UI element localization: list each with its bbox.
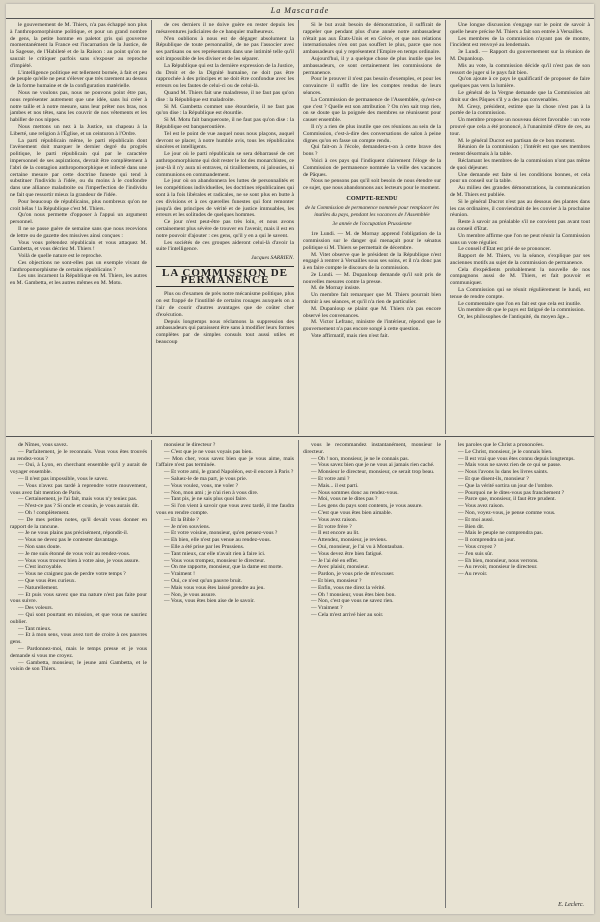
paragraph: — Naturellement. <box>18 584 59 591</box>
paragraph: N'en oublions à nous est de dégager absolument la République de toute personnalité, de ne pas l'associer avec ses partisans ou ses représentants dans une intimité telle qu'il soit impossible de les diviser et de les séparer. <box>156 35 294 62</box>
paragraph: Rapport de M. Thiers, vu la séance, s'explique par ses anciennes motifs au sujet de la commission de permanence. <box>450 253 590 266</box>
paragraph: La Commission de permanence de l'Assemblée, qu'est-ce que c'est ? Quelle est son attribution ? On n'en sait trop rien, on se doute que la poignée des membres se réunissent pour causer ensemble. <box>303 96 441 124</box>
paragraph: — Avec plaisir, monsieur. <box>311 564 369 571</box>
paragraph: Qui fait-on à l'école, demandera-t-on à cette brave des bons ? <box>303 144 441 158</box>
paragraph: le gouvernement de M. Thiers, n'a pas échappé non plus à l'anthropomorphisme politique, et pour un grand nombre de gens, la petite homme en paletot gris qui gouverne momentanément la France est l'incarnation de la Justice, de la Sagesse, de l'Habileté et de la Raison : au point qu'on ne saurait le critiquer parfois sans s'exposer au reproche d'impiété. <box>10 22 147 69</box>
paragraph: — Le Christ, monsieur, je le connais bien. <box>458 448 553 455</box>
paragraph: Un membre dit que le pays est fatigué de la commission. <box>458 307 585 314</box>
paragraph: — Il est vrai que vous êtes connu depuis longtemps. <box>458 455 575 462</box>
paragraph: — Et moi aussi. <box>458 516 495 523</box>
paragraph: — Pardonnez-moi, mais le temps presse et je vous demande si vous me croyez. <box>10 645 147 659</box>
paragraph: — On me rapporte, monsieur, que la dame est morte. <box>164 564 283 571</box>
paragraph: — Tant mieux, car elle n'avait rien à faire ici. <box>164 550 266 557</box>
newspaper-page <box>6 4 594 914</box>
paragraph: Aujourd'hui, il y a quelque chose de plus inutile que les ambassadeurs, ce sont certainement les commissions de permanence. <box>303 55 441 76</box>
paragraph: Il ne se passe guère de semaine sans que nous recevions de lettre ou de gazette des missives ainsi conçues : <box>10 225 147 239</box>
paragraph: Nous mettons un nez à la Justice, un chapeau à la Liberté, une religion à l'Église, et un ceinturon à l'Ordre. <box>10 123 147 137</box>
paragraph: Cela d'expédients probablement la nouvelle de nos compagnons aussi de M. Thiers, et fait pouvoir et communiquer. <box>450 266 590 287</box>
paragraph: Pour beaucoup de républicains, plus nombreux qu'on ne croit hélas ! la République c'est M. Thiers. <box>10 198 147 212</box>
paragraph: Nous ne voulons pas, nous ne pouvons point être pas, nous représenter autrement que une idée, sans lui créer à notre taille et à notre mesure, sans leur prêter nos bras, nos jambes et nos têtes, sans les couvrir de nos vêtements et les habiller de nos nippes. <box>10 89 147 124</box>
column-separator <box>445 440 446 908</box>
section-subheading-year: 3e année de l'occupation Prussienne <box>332 221 412 228</box>
paragraph: — Mais le peuple ne comprendra pas. <box>458 530 543 537</box>
paragraph: — Vous savez bien que je ne vous ai jamais rien caché. <box>311 462 435 469</box>
paragraph: — Vous croyez ? <box>458 543 497 550</box>
paragraph: — Non, je vous assure. <box>164 591 217 598</box>
paragraph: — Et que disent-ils, monsieur ? <box>458 475 529 482</box>
paragraph: M. Vitet observe que le président de la République n'est engagé à rentrer à Versailles sous ses soins, et il n'a donc pas à en faire compte le discours de la commission. <box>303 251 441 272</box>
paragraph: — Il est encore au lit. <box>311 530 360 537</box>
paragraph: — Non, c'est que vous ne savez rien. <box>311 598 394 605</box>
paragraph: — Si l'on vient à savoir que vous avez tardé, il me faudra vous en rendre compte. <box>156 503 294 516</box>
paragraph: Les uns incarnent la République en M. Thiers, les autres en M. Gambetta, et les autres mêmes en M. Motu. <box>10 273 147 287</box>
paragraph: de Nîmes, vous savez. <box>18 442 68 448</box>
paragraph: — Et la Bible ? <box>164 516 199 523</box>
paragraph: — Enfin, vous me direz la vérité. <box>311 584 386 591</box>
paragraph: — Mon cher, vous savez bien que je vous aime, mais l'affaire n'est pas terminée. <box>156 455 294 469</box>
paragraph: Si M. Gambetta commet une étourderie, il ne faut pas qu'on dise : la République est étourdie. <box>156 103 294 117</box>
paragraph: — Vraiment ! <box>164 571 195 578</box>
paragraph: — Je me suis étonné de vous voir au rendez-vous. <box>18 550 131 557</box>
upper-column-2 <box>156 22 294 434</box>
paragraph: — J'en suis sûr. <box>458 550 493 557</box>
paragraph: Depuis longtemps nous réclamons la suppression des ambassadeurs qui paraissent être sans à modifier leurs formes complètes par de simples consuls tout aussi utiles et beaucoup <box>156 318 294 346</box>
paragraph: La parti républicain même, le parti républicain dont l'avènement doit marquer le dernier degré du progrès politique, le parti républicain qui par le caractère impersonnel de ses aspirations, devrait être complètement à l'abri de la contagion anthropomorphique et infecté dans une certaine mesure par cette doctrine funeste qui tend à substituer l'individu à l'idée, ou du moins à le confondre dans une alliance maladroite ou l'imperfection de l'individu ne fait que ressortir mieux la grandeur de l'idée. <box>10 137 147 198</box>
paragraph: — Vous avez raison. <box>311 516 358 523</box>
paragraph: 1re Lundi. — M. de Mornay apprend l'obligation de la commission sur le danger qui menaçait pour le sénatus politique si M. Thiers se permettait de décembre. <box>303 231 441 251</box>
lower-column-1 <box>10 442 147 908</box>
paragraph: 2e Lundi. — M. Dupanloup demande qu'il soit pris de nouvelles mesures contre la presse. <box>303 271 441 285</box>
paragraph: Le général de la Vergne demande que la Commission ait droit sur des Pâques s'il y a des pas convenables. <box>450 89 590 103</box>
paragraph: vous le recommandez instantanément, monsieur le directeur. <box>303 442 441 455</box>
paragraph: — Que vous êtes curieux. <box>18 577 76 584</box>
paragraph: La Commission qui se réunit régulièrement le lundi, est tenue de rendre compte. <box>450 287 590 300</box>
paragraph: Ces objections ne sont-elles pas un exemple vivant de l'anthropomorphisme de certains républicains ? <box>10 259 147 273</box>
paragraph: Voici à ces pays qui l'indiquent clairement l'éloge de la Commission de permanence nommée la veille des vacances de Pâques. <box>303 157 441 178</box>
paragraph: — Vous voulez, vous, me voler ? <box>164 482 239 489</box>
article-signature: E. Leclerc. <box>558 902 584 908</box>
upper-column-1 <box>10 22 147 434</box>
article-signature: Jacques SARRIEN. <box>251 255 294 262</box>
paragraph: L'intelligence politique est tellement bornée, à fait et peu de peuple qu'elle ne peut s'élever que très rarement au dessus de la forme humaine et de la configuration matérielle. <box>10 69 147 90</box>
lower-column-3 <box>303 442 441 908</box>
paragraph: M. Gresy, président, estime que la chose n'est pas à la portée de la commission. <box>450 103 590 117</box>
paragraph: Une longue discussion s'engage sur le point de savoir à quelle heure précise M. Thiers a fait son entrée à Versailles. <box>450 22 590 35</box>
paragraph: Il n'y a rien de plus inutile que ces réunions au sein de la Commission, c'est-à-dire des conversations de salon à peine dignes qu'on en fasse un compte rendu. <box>303 123 441 144</box>
paragraph: — Et votre ami ? <box>311 475 350 482</box>
paragraph: — Et votre frère ? <box>311 523 352 530</box>
paragraph: monsieur le directeur ? <box>164 442 216 448</box>
paragraph: Réunion de la commission ; l'intérêt est que ses membres restent désormais à la table. <box>450 144 590 158</box>
paragraph: — Saluez-le de ma part, je vous prie. <box>164 475 248 482</box>
column-separator <box>151 20 152 434</box>
paragraph: — Non sans doute. <box>18 543 61 550</box>
paragraph: — Je l'ai été en effet. <box>311 557 359 564</box>
paragraph: Mis au vote, la commission décide qu'il n'est pas de son ressort de juger si le pays fait bien. <box>450 62 590 76</box>
paragraph: — Gambetta, monsieur, le jeune ami Gambetta, et le voisin de son Thiers. <box>10 659 147 673</box>
column-separator <box>151 440 152 908</box>
paragraph: Vote affirmatif, mais rien n'est fait. <box>311 333 390 340</box>
paragraph: — Et puis vous savez que ma nature n'est pas faite pour vous suivre. <box>10 591 147 605</box>
paragraph: — Eh bien, elle n'est pas venue au rendez-vous. <box>164 537 271 544</box>
paragraph: — Bien dit. <box>458 523 485 530</box>
paragraph: M. le général Ducrot est partisan de ce bon moment. <box>458 137 576 144</box>
paragraph: — Oui, à Lyon, en cherchant ensemble qu'il y aurait de voyager ensemble. <box>10 462 147 476</box>
paragraph: Un membre propose un nouveau décret favorable : un vote prouvé que cela a été prononcé, à l'unanimité d'être de ces, au tour. <box>450 117 590 137</box>
paragraph: — Et bien, monsieur ? <box>311 577 362 584</box>
paragraph: — Et votre ami, le grand Napoléon, est-il encore à Paris ? <box>164 469 294 476</box>
paragraph: — Parfaitement, je le reconnais. Vous vous êtes trouvés au rendez-vous ? <box>10 448 147 462</box>
paragraph: Quand M. Thiers fait une maladresse, il ne faut pas qu'on dise : la République est maladroite. <box>156 89 294 103</box>
paragraph: — Des voleurs. <box>18 605 53 612</box>
paragraph: — Monsieur le directeur, monsieur, ce serait trop beau. <box>311 469 435 476</box>
paragraph: — Oh ! complètement. <box>18 509 70 516</box>
paragraph: Le conseil d'Etat est prié de se prononcer. <box>458 246 551 253</box>
paragraph: Qu'on nous permette d'opposer à l'appui un argument personnel. <box>10 212 147 226</box>
upper-column-3 <box>303 22 441 434</box>
paragraph: Le commentaire que l'on en fait est que cela est inutile. <box>458 300 582 307</box>
paragraph: Nous ne pensons pas qu'il soit besoin de nous étendre sur ce sujet, que nous abandonnons aux lecteurs pour le moment. <box>303 178 441 192</box>
paragraph: — Vous vous trouvez bien à votre aise, je vous assure. <box>18 557 140 564</box>
paragraph: Or, les philosophes de l'antiquité, du moyen âge... <box>458 314 570 321</box>
paragraph: — Certainement, je l'ai fait, mais vous n'y teniez pas. <box>18 496 138 503</box>
paragraph: Réclamant les membres de la commission n'ont pas même de quoi déjeuner. <box>450 157 590 171</box>
paragraph: — Au revoir, monsieur le directeur. <box>458 564 538 571</box>
paragraph: Tel est le point de vue auquel nous nous plaçons, auquel devront se placer, à notre humble avis, tous les républicains sincères et intelligents. <box>156 130 294 151</box>
paragraph: La République qui est la dernière expression de la Justice, du Droit et de la Dignité humaine, ne doit pas être rapprochée à des principes et ne doit être confondue avec les erreurs ou les fautes de celui-ci ou de celui-là. <box>156 62 294 90</box>
paragraph: les paroles que le Christ a prononcées. <box>458 442 544 448</box>
paragraph: Au milieu des grandes démonstrations, la communication de M. Thiers est publiée. <box>450 185 590 198</box>
paragraph: — Qui sont pourtant en mission, et que vous ne sauriez oublier. <box>10 611 147 625</box>
paragraph: — Vous n'avez pas tardé à reprendre votre mouvement, vous avez fait mention de Paris. <box>10 482 147 496</box>
paragraph: Un membre affirme que l'on ne peut réunir la Commission sans un vote régulier. <box>450 232 590 246</box>
paragraph: M. Dupanloup se plaint que M. Thiers n'a pas encore observé les convenances. <box>303 305 441 319</box>
paragraph: — Oui, ce n'est qu'un pauvre bruit. <box>164 577 243 584</box>
column-separator <box>445 20 446 434</box>
paragraph: Vous vous prétendez républicain et vous attaquez M. Gambetta, et vous décriez M. Thiers ! <box>10 239 147 253</box>
paragraph: Si M. Motu fait banqueroute, il ne faut pas qu'on dise : la République est banqueroutière. <box>156 117 294 130</box>
paragraph: Si le général Ducrot n'est pas au dessous des plantes dans les cas ordinaires, il conviendrait de les convier à la prochaine réunion. <box>450 198 590 219</box>
paragraph: Voilà de quelle nature est le reproche. <box>18 253 103 260</box>
paragraph: — Non, mon ami ; je n'ai rien à vous dire. <box>164 489 259 496</box>
paragraph: — Pourquoi ne le dites-vous pas franchement ? <box>458 489 565 496</box>
column-separator <box>298 440 299 908</box>
paragraph: M. de Mornay insiste. <box>311 285 361 292</box>
paragraph: — Vous ne devez pas le contester davantage. <box>18 537 119 544</box>
paragraph: Le jour où le parti républicain se sera débarrassé de cet anthropomorphisme qui doit rester le lot des monarchistes, ce jour-là il n'y aura ni entraves, ni tiraillements, ni jalousies, ni communions en commandement. <box>156 151 294 178</box>
paragraph: — N'est-ce pas ? Si oncle et cousin, je vous aurais dit. <box>18 503 140 510</box>
paragraph: 3e Lundi. — Rapport du gouvernement sur la réunion de M. Dupanloup. <box>450 49 590 62</box>
paragraph: — Oh ! non, monsieur, je ne le connais pas. <box>311 455 409 462</box>
paragraph: Plus ou d'examen de près notre mécanisme politique, plus on est frappé de l'inutilité de certains rouages auxquels on a l'air de courir d'autres avantages que de coûter cher d'exécution. <box>156 291 294 318</box>
article-title: LA COMMISSION DE PERMANENCE <box>156 266 294 288</box>
paragraph: — De mes petites notes, qu'il devait vous donner en rapport de la rancune. <box>10 516 147 530</box>
paragraph: — Vous ne craignez pas de perdre votre temps ? <box>18 571 126 578</box>
paragraph: — Pardon, je vous prie de m'excuser. <box>311 571 395 578</box>
upper-column-4 <box>450 22 590 434</box>
section-heading: COMPTE-RENDU <box>346 194 398 202</box>
paragraph: de ces derniers il ne doive guère en rester depuis les mésaventures judiciaires de ce banquier malheureux. <box>156 22 294 35</box>
paragraph: — Attendez, monsieur, je reviens. <box>311 537 388 544</box>
paragraph: — C'est incroyable. <box>18 564 63 571</box>
paragraph: — Tant mieux. <box>18 625 52 632</box>
paragraph: — Je ne vous plains pas précisément, répondit-il. <box>18 530 129 537</box>
paragraph: — Mais vous ne savez rien de ce qui se passe. <box>458 462 562 469</box>
lower-column-4 <box>450 442 590 900</box>
paragraph: — Vraiment ? <box>311 605 343 612</box>
paragraph: — Elle a été prise par les Prussiens. <box>164 543 245 550</box>
paragraph: — Il comprendra un jour. <box>458 537 516 544</box>
paragraph: Les sociétés de ces groupes aideront celui-là d'avoir la suite l'intelligence. <box>156 239 294 253</box>
paragraph: — Moi, vous ne le dites pas ? <box>311 496 378 503</box>
paragraph: — Vous, vous êtes bien aise de le savoir. <box>164 598 255 605</box>
paragraph: — Mais vous vous êtes laissé prendre au jeu. <box>164 584 265 591</box>
paragraph: Reste à savoir au préalable s'il ne convient pas avant tout au conseil d'Etat. <box>450 219 590 232</box>
paragraph: — Parce que, monsieur, il faut être prudent. <box>458 496 556 503</box>
paragraph: Les membres de la commission n'ayant pas de montre, l'incident est renvoyé au lendemain. <box>450 35 590 49</box>
paragraph: — Que la vérité sortira un jour de l'ombre. <box>458 482 554 489</box>
paragraph: — Tant pis, je ne sais plus quoi faire. <box>164 496 248 503</box>
paragraph: — Nous sommes donc au rendez-vous. <box>311 489 399 496</box>
paragraph: — C'est que vous êtes bien aimable. <box>311 509 393 516</box>
paragraph: — Et à mon sens, vous avez tort de croire à ces pauvres gens. <box>10 632 147 646</box>
paragraph: — Eh bien, monsieur, nous verrons. <box>458 557 539 564</box>
paragraph: Ce jour n'est peut-être pas très loin, et nous avons certainement plus sévère de trouver en l'avenir, mais il est en notre pouvoir d'ajouter : ces gens, qu'il y en a qui le savent. <box>156 219 294 239</box>
lower-column-2 <box>156 442 294 908</box>
paragraph: — Vous avez raison. <box>458 503 505 510</box>
paragraph: Un membre fait remarquer que M. Thiers pourrait bien dormir à ses séances, et qu'il n'a rien de particulier. <box>303 292 441 306</box>
paragraph: — Mais... il est parti. <box>311 482 359 489</box>
paragraph: — Et votre voisine, monsieur, qu'en pensez-vous ? <box>164 530 278 537</box>
paragraph: Si le but avait besoin de démonstration, il suffirait de rappeler que pendant plus d'une année notre ambassadeur n'était pas aux États-Unis et en Grèce, et que nos relations internationales n'en ont pas souffert le plus, parce que nos ambassadeurs qui y représentent l'Empire en temps ordinaire. <box>303 22 441 56</box>
paragraph: — Oh ! monsieur, vous êtes bien bon. <box>311 591 396 598</box>
paragraph: — Au revoir. <box>458 571 488 578</box>
section-divider <box>6 436 594 437</box>
paragraph: — C'est que je ne vous voyais pas bien. <box>164 448 253 455</box>
paragraph: — Il n'est pas impossible, vous le savez. <box>18 475 109 482</box>
masthead: La Mascarade <box>6 4 594 19</box>
paragraph: — Vous vous trompez, monsieur le directeur. <box>164 557 266 564</box>
paragraph: M. Victor Lefranc, ministre de l'intérieur, répond que le gouvernement n'a pas encore songé à cette question. <box>303 319 441 333</box>
column-separator <box>298 20 299 434</box>
paragraph: — Non, voyez-vous, je pense comme vous. <box>458 509 556 516</box>
section-subheading: de la Commission de permanence nommée pour remplacer les inutiles du pays, pendant les vacances de l'Assemblée <box>304 204 440 218</box>
paragraph: — Je m'en souviens. <box>164 523 211 530</box>
paragraph: — Les gens du pays sont contents, je vous assure. <box>311 503 423 510</box>
paragraph: Une demande est faite si les conditions bonnes, et cela pour un conseil sur la table. <box>450 171 590 185</box>
paragraph: — Nous l'avons lu dans les livres saints. <box>458 469 549 476</box>
paragraph: — Vous devez être bien fatigué. <box>311 550 383 557</box>
paragraph: Le jour où on abandonnera les luttes de personnalités et les compétitions individuelles, les doctrines républicaines qui sont à la fois libérales et radicales, ne se sont plus en butte à ces divisions et à ces querelles funestes qui font remonter jusqu'à des principes de vérité et de justice immuables, les erreurs et les solitudes de quelques hommes. <box>156 178 294 219</box>
paragraph: Pour le prouver il n'est pas besoin d'exemples, et pour les convaincre il suffit de lire les comptes rendus de leurs séances. <box>303 76 441 96</box>
paragraph: — Cela m'est arrivé hier au soir. <box>311 611 384 618</box>
paragraph: — Oui, monsieur, je l'ai vu à Montauban. <box>311 543 404 550</box>
paragraph: Qu'on ajoute à ce pays le qualificatif de proposer de faire quelques pas vers la lumière. <box>450 76 590 90</box>
